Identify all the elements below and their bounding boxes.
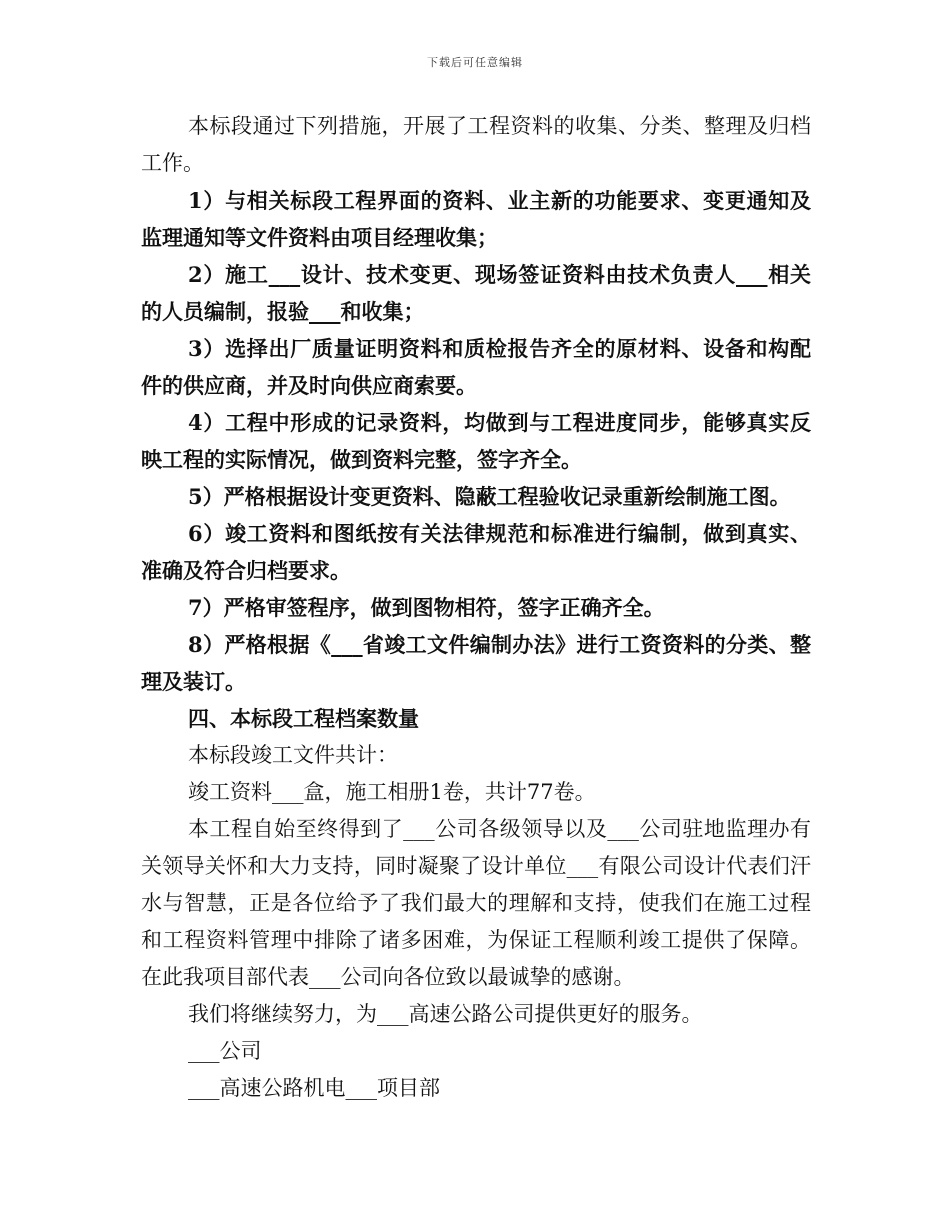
measure-7: 7）严格审签程序，做到图物相符，签字正确齐全。 [188,595,665,620]
measure-1: 1）与相关标段工程界面的资料、业主新的功能要求、变更通知及监理通知等文件资料由项目经理收集； [141,188,811,250]
intro-paragraph: 本标段通过下列措施，开展了工程资料的收集、分类、整理及归档工作。 [141,114,811,175]
section-heading: 四、本标段工程档案数量 [188,706,419,731]
page-header: 下载后可任意编辑 [427,56,523,69]
acknowledgement-paragraph: 本工程自始至终得到了___公司各级领导以及___公司驻地监理办有关领导关怀和大力支持，同时凝聚了设计单位___有限公司设计代表们汗水与智慧，正是各位给予了我们最大的理解和支持，使我们在施工过程和工程资料管理中排除了诸多困难，为保证工程顺利竣工提供了保障。在此我项目部代表___公司向各位致以最诚挚的感谢。 [141,817,811,989]
measure-2: 2）施工___设计、技术变更、现场签证资料由技术负责人___相关的人员编制，报验___和收集； [141,262,811,324]
closing-paragraph: 我们将继续努力，为___高速公路公司提供更好的服务。 [188,1002,703,1026]
archive-count-intro: 本标段竣工文件共计： [188,743,398,767]
document-body [141,108,811,1107]
measure-3: 3）选择出厂质量证明资料和质检报告齐全的原材料、设备和构配件的供应商，并及时向供应商索要。 [141,336,811,398]
measure-4: 4）工程中形成的记录资料，均做到与工程进度同步，能够真实反映工程的实际情况，做到资料完整，签字齐全。 [141,410,811,472]
measure-8: 8）严格根据《___省竣工文件编制办法》进行工资资料的分类、整理及装订。 [141,632,811,694]
signature-project-dept: ___高速公路机电___项目部 [188,1076,440,1100]
signature-company: ___公司 [188,1039,262,1063]
measure-6: 6）竣工资料和图纸按有关法律规范和标准进行编制，做到真实、准确及符合归档要求。 [141,521,811,583]
measure-5: 5）严格根据设计变更资料、隐蔽工程验收记录重新绘制施工图。 [188,484,791,509]
archive-count: 竣工资料___盒，施工相册1卷，共计77卷。 [188,780,596,804]
